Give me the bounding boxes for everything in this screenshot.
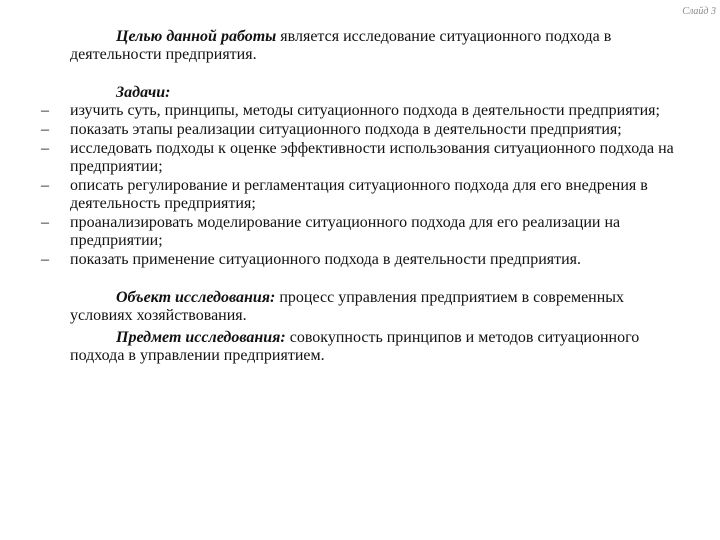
list-item — [41, 102, 690, 120]
list-item — [41, 251, 690, 269]
task-text: показать применение ситуационного подхода в деятельности предприятия. — [70, 251, 582, 268]
slide-number-label: Слайд 3 — [682, 6, 716, 17]
goal-paragraph — [70, 28, 690, 64]
task-list — [41, 102, 690, 269]
list-item — [41, 121, 690, 139]
list-item — [41, 214, 690, 250]
bullet-dash: – — [41, 121, 49, 138]
bullet-dash: – — [41, 214, 49, 231]
list-item — [41, 177, 690, 213]
goal-lead: Целью данной работы — [116, 28, 277, 45]
task-text: показать этапы реализации ситуационного подхода в деятельности предприятия; — [70, 121, 622, 138]
object-text: процесс управления предприятием в современных условиях хозяйствования. — [70, 289, 625, 324]
task-text: проанализировать моделирование ситуационного подхода для его реализации на предприятии; — [70, 214, 621, 249]
bullet-dash: – — [41, 177, 49, 194]
slide-content — [41, 28, 690, 365]
bullet-dash: – — [41, 251, 49, 268]
task-text: исследовать подходы к оценке эффективности использования ситуационного подхода на предприятии; — [70, 140, 674, 175]
list-item — [41, 140, 690, 176]
subject-lead: Предмет исследования: — [116, 329, 286, 346]
subject-paragraph — [70, 329, 690, 365]
bullet-dash: – — [41, 140, 49, 157]
bullet-dash: – — [41, 102, 49, 119]
object-lead: Объект исследования: — [116, 289, 276, 306]
goal-text: является исследование ситуационного подхода в деятельности предприятия. — [70, 28, 612, 63]
tasks-heading: Задачи: — [116, 84, 171, 101]
task-text: описать регулирование и регламентация ситуационного подхода для его внедрения в деятельность предприятия; — [70, 177, 648, 212]
object-paragraph — [70, 289, 690, 325]
subject-text: совокупность принципов и методов ситуационного подхода в управлении предприятием. — [70, 329, 640, 364]
task-text: изучить суть, принципы, методы ситуационного подхода в деятельности предприятия; — [70, 102, 660, 119]
